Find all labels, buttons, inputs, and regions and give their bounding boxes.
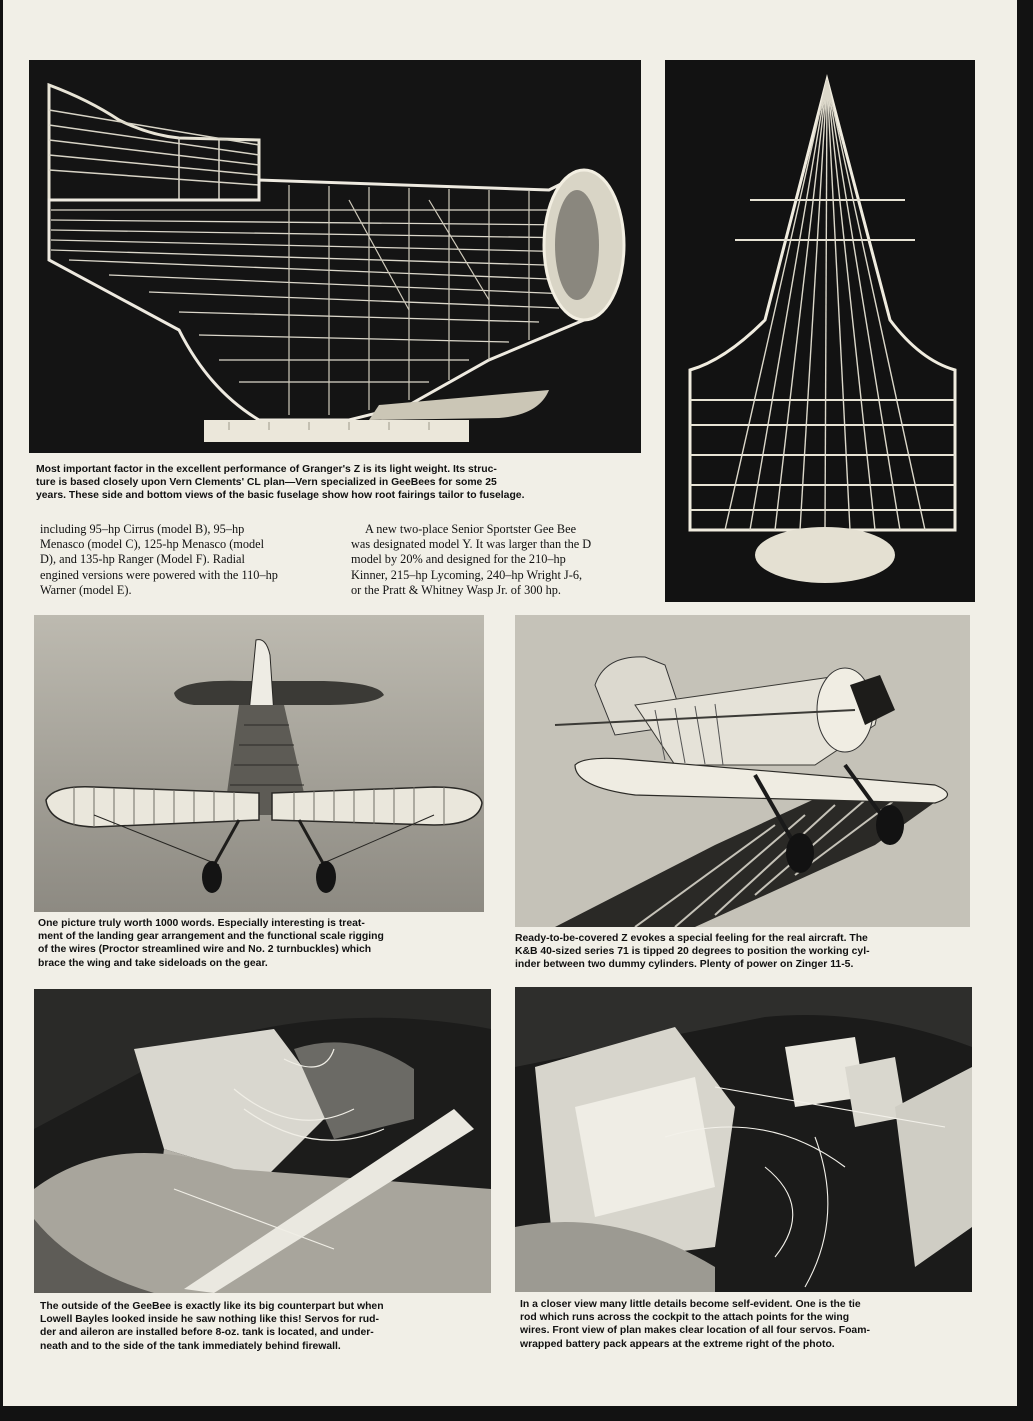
caption-line: ment of the landing gear arrangement and the functional scale rigging [38,931,384,943]
caption-line: wires. Front view of plan makes clear location of all four servos. Foam- [520,1325,870,1337]
caption-line: wrapped battery pack appears at the extreme right of the photo. [520,1338,835,1350]
caption-line: of the wires (Proctor streamlined wire and No. 2 turnbuckles) which [38,944,372,956]
body-line: Warner (model E). [40,582,132,597]
uncovered-model-illustration [515,615,970,927]
body-line: Menasco (model C), 125-hp Menasco (model [40,537,265,552]
caption-line: Most important factor in the excellent performance of Granger's Z is its light weight. Its struc- [36,464,497,475]
caption-line: years. These side and bottom views of the basic fuselage show how root fairings tailor to fuselage. [36,490,525,502]
fuselage-side-illustration [29,60,641,453]
closer-view-illustration [515,987,972,1292]
photo-uncovered-model [515,615,970,927]
caption-line: One picture truly worth 1000 words. Especially interesting is treat- [38,918,365,929]
body-line: was designated model Y. It was larger than the D [351,537,592,552]
caption-line: brace the wing and take sideloads on the gear. [38,957,268,969]
magazine-page [3,0,1017,1406]
page-edge-shadow [0,1406,1033,1421]
caption-line: K&B 40-sized series 71 is tipped 20 degrees to position the working cyl- [515,946,870,958]
caption-line: Lowell Bayles looked inside he saw nothing like this! Servos for rud- [40,1314,379,1326]
caption-line: The outside of the GeeBee is exactly like its big counterpart but when [40,1301,384,1312]
body-column-left [40,522,340,598]
caption-inside [40,1300,490,1353]
photo-closer-view [515,987,972,1292]
caption-uncovered [515,932,961,972]
caption-line: Ready-to-be-covered Z evokes a special feeling for the real aircraft. The [515,933,868,944]
caption-line: inder between two dummy cylinders. Plenty of power on Zinger 11-5. [515,959,854,971]
body-line: D), and 135-hp Ranger (Model F). Radial [40,552,245,567]
body-line: engined versions were powered with the 110–hp [40,567,278,582]
caption-line: ture is based closely upon Vern Clements' CL plan—Vern specialized in GeeBees for some 25 [36,477,497,489]
body-column-right [351,522,651,598]
rear-view-illustration [34,615,484,912]
photo-rear-view [34,615,484,912]
body-line: model by 20% and designed for the 210–hp [351,552,566,567]
body-line: or the Pratt & Whitney Wasp Jr. of 300 hp. [351,582,561,597]
caption-fuselage [36,463,642,503]
body-line: A new two-place Senior Sportster Gee Bee [365,522,577,536]
body-line: Kinner, 215–hp Lycoming, 240–hp Wright J-6, [351,567,583,582]
caption-line: der and aileron are installed before 8-oz. tank is located, and under- [40,1327,374,1339]
photo-inside-view [34,989,491,1293]
inside-view-illustration [34,989,491,1293]
caption-line: rod which runs across the cockpit to the attach points for the wing [520,1312,850,1324]
fuselage-bottom-illustration [665,60,975,602]
body-line: including 95–hp Cirrus (model B), 95–hp [40,522,245,536]
photo-fuselage-side [29,60,641,453]
caption-rear-view [38,917,483,970]
caption-line: In a closer view many little details become self-evident. One is the tie [520,1299,861,1310]
caption-closer [520,1298,966,1351]
caption-line: neath and to the side of the tank immediately behind firewall. [40,1340,341,1352]
photo-fuselage-bottom [665,60,975,602]
